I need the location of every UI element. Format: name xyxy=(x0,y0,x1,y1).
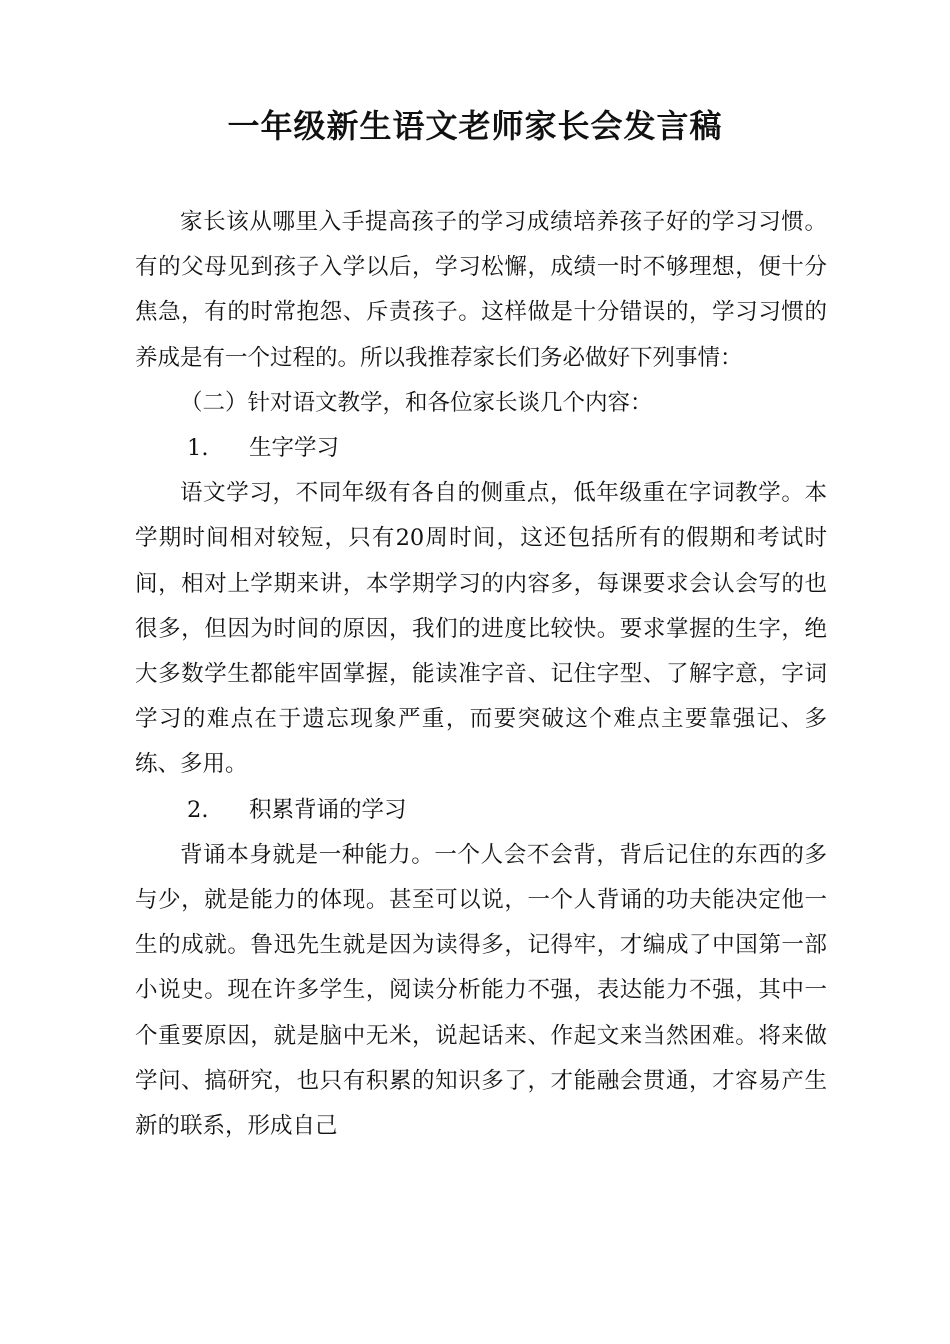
document-body xyxy=(135,200,827,1149)
item-paragraph-2: 背诵本身就是一种能力。一个人会不会背，背后记住的东西的多与少，就是能力的体现。甚至可以说，一个人背诵的功夫能决定他一生的成就。鲁迅先生就是因为读得多，记得牢，才编成了中国第一部小说史。现在许多学生，阅读分析能力不强，表达能力不强，其中一个重要原因，就是脑中无米，说起话来、作起文来当然困难。将来做学问、搞研究，也只有积累的知识多了，才能融会贯通，才容易产生新的联系，形成自己 xyxy=(135,841,827,1140)
item-heading-2 xyxy=(135,788,827,833)
document-title: 一年级新生语文老师家长会发言稿 xyxy=(227,107,723,145)
item-paragraph-1: 语文学习，不同年级有各自的侧重点，低年级重在字词教学。本学期时间相对较短，只有20周时间，这还包括所有的假期和考试时间，相对上学期来讲，本学期学习的内容多，每课要求会认会写的也很多，但因为时间的原因，我们的进度比较快。要求掌握的生字，绝大多数学生都能牢固掌握，能读准字音、记住字型、了解字意，字词学习的难点在于遗忘现象严重，而要突破这个难点主要靠强记、多练、多用。 xyxy=(135,480,827,778)
intro-paragraph: 家长该从哪里入手提高孩子的学习成绩培养孩子好的学习习惯。有的父母见到孩子入学以后，学习松懈，成绩一时不够理想，便十分焦急，有的时常抱怨、斥责孩子。这样做是十分错误的，学习习惯的养成是有一个过程的。所以我推荐家长们务必做好下列事情： xyxy=(135,209,827,371)
section-heading: （二）针对语文教学，和各位家长谈几个内容： xyxy=(180,389,653,416)
item-number: 1. xyxy=(187,435,209,462)
item-title: 积累背诵的学习 xyxy=(249,796,407,823)
item-number: 2. xyxy=(187,796,209,823)
item-title: 生字学习 xyxy=(249,435,340,462)
item-heading-1 xyxy=(135,426,827,471)
